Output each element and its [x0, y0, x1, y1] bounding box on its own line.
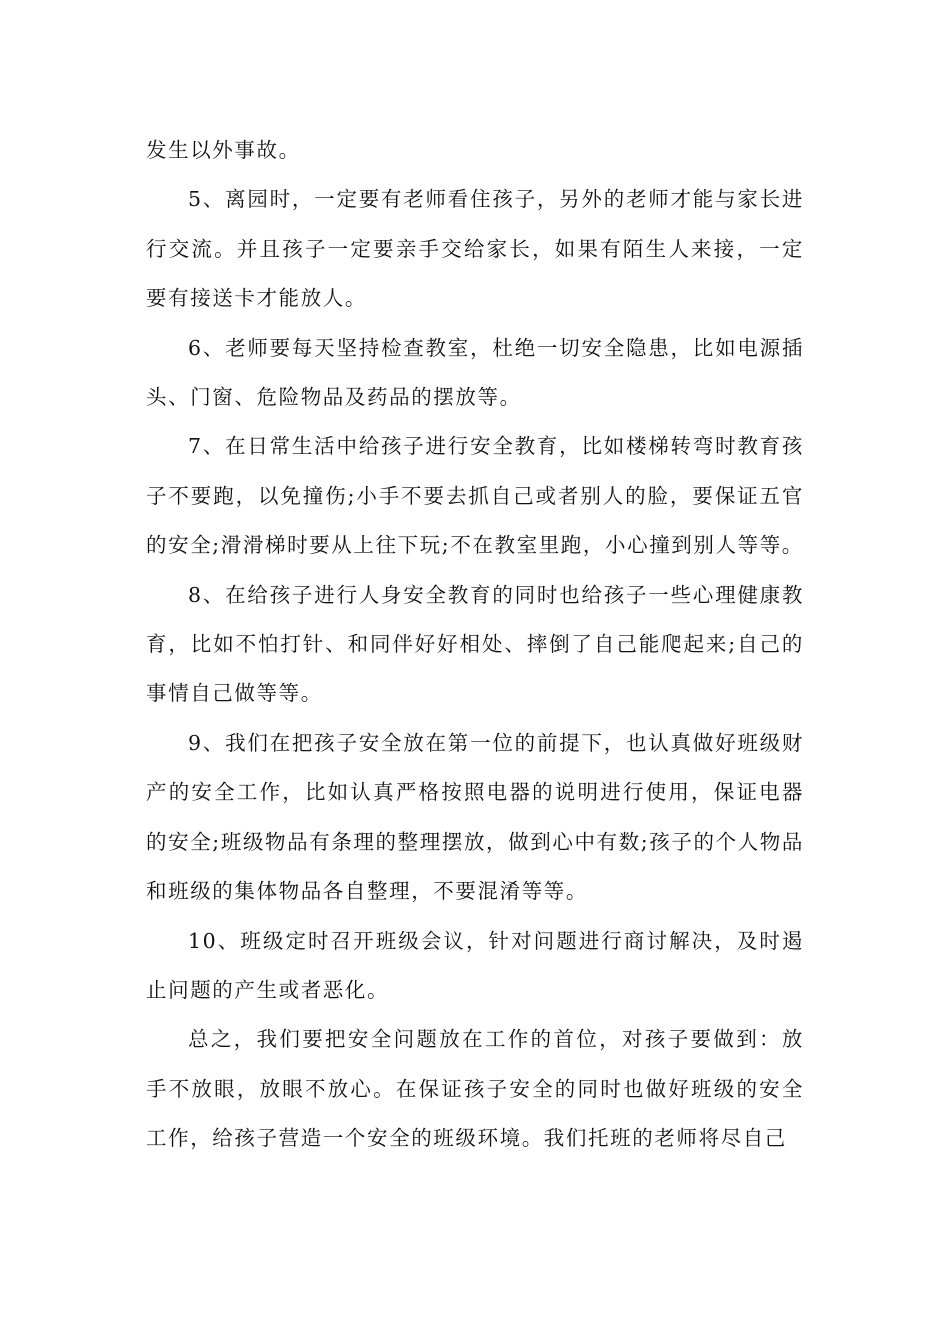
paragraph-item-5: 5、离园时，一定要有老师看住孩子，另外的老师才能与家长进行交流。并且孩子一定要亲手交给家长，如果有陌生人来接，一定要有接送卡才能放人。: [146, 187, 804, 311]
paragraph-item-7: 7、在日常生活中给孩子进行安全教育，比如楼梯转弯时教育孩子不要跑，以免撞伤;小手不要去抓自己或者别人的脸，要保证五官的安全;滑滑梯时要从上往下玩;不在教室里跑，小心撞到别人等等。: [146, 434, 804, 558]
paragraph-item-9: 9、我们在把孩子安全放在第一位的前提下，也认真做好班级财产的安全工作，比如认真严格按照电器的说明进行使用，保证电器的安全;班级物品有条理的整理摆放，做到心中有数;孩子的个人物品和班级的集体物品各自整理，不要混淆等等。: [146, 730, 804, 904]
paragraph-continuation: 发生以外事故。: [146, 138, 301, 162]
paragraph-item-6: 6、老师要每天坚持检查教室，杜绝一切安全隐患，比如电源插头、门窗、危险物品及药品的摆放等。: [146, 335, 804, 410]
document-body: [146, 126, 804, 1164]
paragraph-item-10: 10、班级定时召开班级会议，针对问题进行商讨解决，及时遏止问题的产生或者恶化。: [146, 928, 804, 1002]
paragraph-summary: 总之，我们要把安全问题放在工作的首位，对孩子要做到：放手不放眼，放眼不放心。在保证孩子安全的同时也做好班级的安全工作，给孩子营造一个安全的班级环境。我们托班的老师将尽自己: [146, 1027, 804, 1151]
paragraph-item-8: 8、在给孩子进行人身安全教育的同时也给孩子一些心理健康教育，比如不怕打针、和同伴好好相处、摔倒了自己能爬起来;自己的事情自己做等等。: [146, 582, 804, 706]
